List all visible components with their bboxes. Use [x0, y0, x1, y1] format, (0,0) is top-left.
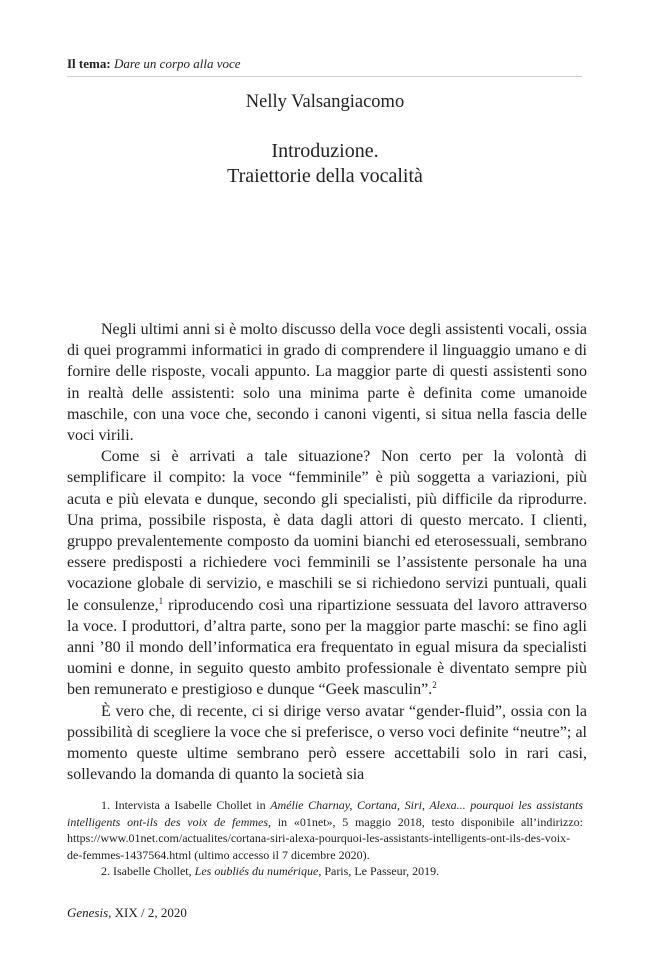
footnote-2 — [67, 863, 583, 880]
paragraph-2-part-b: riproducendo così una ripartizione sessuata del lavoro attraverso la voce. I produttori, d’altra parte, sono per la maggior parte maschi: se fino agli anni ’80 il mondo dell’informatica era frequentato in egual misura da specialisti uomini e donne, in seguito questo ambito professionale è diventato sempre più ben remunerato e prestigioso e dunque “Geek masculin”. — [67, 596, 588, 699]
footnote-1-text-b: , in «01net», 5 maggio 2018, testo disponibile all’indirizzo: https://www.01net.com/actualites/cortana-siri-alexa-pourquoi-les-assistants-intelligents-ont-ils-des-voix-de-femmes-1437564.html (ultimo accesso il 7 dicembre 2020). — [67, 814, 583, 862]
page-footer — [67, 905, 187, 921]
paragraph-2-part-a: Come si è arrivati a tale situazione? Non certo per la volontà di semplificare il compito: la voce “femminile” è più soggetta a variazioni, più acuta e più elevata e dunque, secondo gli specialisti, più difficile da riprodurre. Una prima, possibile risposta, è data dagli attori di questo mercato. I clienti, gruppo prevalentemente composto da uomini bianchi ed eterosessuali, sembrano essere predisposti a richiedere voci femminili se l’assistente personale ha una vocazione globale di servizio, e maschili se si richiedono servizi puntuali, quali le consulenze, — [67, 448, 587, 614]
footnote-ref-1[interactable]: 1 — [158, 595, 164, 606]
journal-name: Genesis — [67, 905, 109, 920]
paragraph-2 — [67, 446, 587, 700]
footnote-1-cited-title: Amélie Charnay, Cortana, Siri, Alexa... pourquoi les assistants intelligents ont-ils des voix de femmes — [67, 798, 584, 829]
paragraph-3: È vero che, di recente, ci si dirige verso avatar “gender-fluid”, ossia con la possibilità di scegliere la voce che si preferisce, o verso voci definite “neutre”; al momento queste ultime sembrano però essere accettabili solo in rari casi, sollevando la domanda di quanto la società sia — [67, 702, 587, 784]
article-title-line-2: Traiettorie della vocalità — [227, 165, 423, 187]
footnote-1 — [67, 797, 583, 863]
body-text — [67, 319, 587, 785]
footnote-2-text-a: 2. Isabelle Chollet, — [101, 864, 195, 878]
footnote-ref-2[interactable]: 2 — [432, 680, 437, 691]
author-name: Nelly Valsangiacomo — [245, 92, 405, 112]
article-title-line-1: Introduzione. — [271, 140, 379, 162]
running-head-label: Il tema: — [67, 56, 111, 71]
journal-issue: , XIX / 2, 2020 — [108, 905, 187, 920]
header-rule — [67, 76, 582, 77]
paragraph-1: Negli ultimi anni si è molto discusso della voce degli assistenti vocali, ossia di quei programmi informatici in grado di comprendere il linguaggio umano e di fornire delle risposte, vocali appunto. La maggior parte di questi assistenti sono in realtà delle assistenti: solo una minima parte è definita come umanoide maschile, con una voce che, secondo i canoni vigenti, si situa nella fascia delle voci virili. — [67, 321, 587, 445]
footnote-1-text-a: 1. Intervista a Isabelle Chollet in — [101, 798, 271, 812]
footnote-2-text-b: , Paris, Le Passeur, 2019. — [318, 864, 440, 878]
running-head — [67, 56, 582, 72]
running-head-title: Dare un corpo alla voce — [113, 56, 241, 71]
footnote-2-cited-title: Les oubliés du numérique — [194, 864, 319, 878]
footnotes — [67, 797, 583, 880]
article-title — [0, 139, 650, 189]
